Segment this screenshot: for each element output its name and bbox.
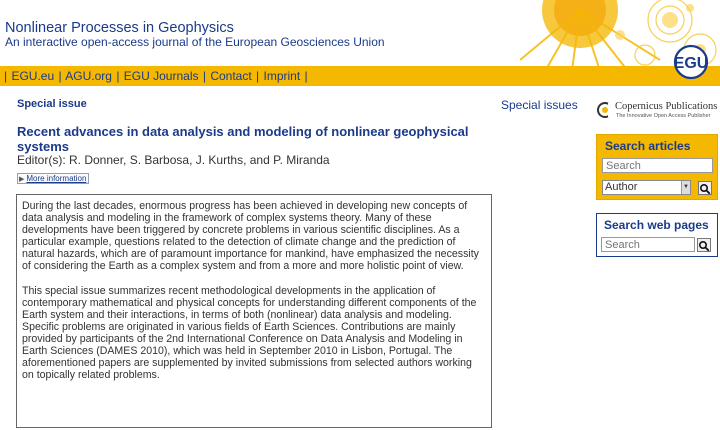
dropdown-arrow-icon: ▼ [681, 181, 690, 194]
special-issue-title: Recent advances in data analysis and modeling of nonlinear geophysical systems [17, 124, 469, 154]
svg-text:EGU: EGU [673, 55, 709, 72]
search-web-pages-input[interactable] [601, 237, 695, 252]
search-web-pages-button[interactable] [697, 238, 711, 252]
journal-subtitle: An interactive open-access journal of the European Geosciences Union [5, 35, 385, 49]
search-web-pages-title: Search web pages [604, 218, 709, 232]
search-articles-panel [596, 134, 718, 200]
search-articles-button[interactable] [698, 181, 712, 195]
special-issues-link[interactable]: Special issues [501, 98, 578, 112]
search-articles-input[interactable] [602, 158, 713, 173]
abstract-paragraph: During the last decades, enormous progress has been achieved in developing new concepts of data analysis and modeling in the framework of complex systems theory. Many of these developments have been triggered by concrete problems in various scientific disciplines. As a particular example, questions related to the detection of climate change and the prediction of natural hazards, which are of paramount importance for mankind, have emphasized the necessity of considering the Earth as a complex system and from a more and more holistic point of view. [22, 200, 479, 273]
search-field-selected: Author [605, 181, 638, 193]
nav-link-contact[interactable]: Contact [210, 69, 252, 83]
triangle-right-icon: ▶ [19, 176, 25, 183]
nav-link-imprint[interactable]: Imprint [263, 69, 301, 83]
top-nav-bar [0, 66, 720, 86]
egu-logo[interactable] [666, 44, 716, 80]
publisher-name: Copernicus Publications [615, 101, 718, 112]
publisher-tagline: The Innovative Open Access Publisher [616, 113, 711, 119]
search-web-pages-panel [596, 213, 718, 257]
copernicus-ring-icon [596, 100, 614, 120]
nav-links: | EGU.eu | AGU.org | EGU Journals | Contact | Imprint | [4, 69, 308, 83]
editors-line: Editor(s): R. Donner, S. Barbosa, J. Kurths, and P. Miranda [17, 153, 330, 167]
nav-link-egu-journals[interactable]: EGU Journals [123, 69, 199, 83]
more-information-label: More information [26, 174, 87, 183]
nav-link-agu[interactable]: AGU.org [65, 69, 112, 83]
magnifier-icon [698, 240, 710, 252]
copernicus-publications-logo[interactable] [596, 99, 718, 123]
abstract-paragraph: This special issue summarizes recent methodological developments in the application of contemporary mathematical and physical concepts for understanding different components of the Earth system and their interactions, in terms of both (nonlinear) data analysis and modeling. Specific problems are originated in various fields of Earth Sciences. Contributions are mainly provided by participants of the 2nd International Conference on Data Analysis and Modeling in Earth Sciences (DAMES 2010), which was held in September 2010 in Lisbon, Portugal. The aforementioned papers are supplemented by invited submissions from selected authors working on topically related problems. [22, 284, 477, 382]
more-information-toggle[interactable] [17, 173, 89, 184]
magnifier-icon [699, 183, 711, 195]
abstract-box [16, 194, 492, 428]
section-label: Special issue [17, 98, 87, 110]
search-field-select[interactable] [602, 180, 691, 195]
nav-link-egu[interactable]: EGU.eu [11, 69, 55, 83]
search-articles-title: Search articles [605, 139, 691, 153]
journal-title[interactable]: Nonlinear Processes in Geophysics [5, 20, 234, 36]
